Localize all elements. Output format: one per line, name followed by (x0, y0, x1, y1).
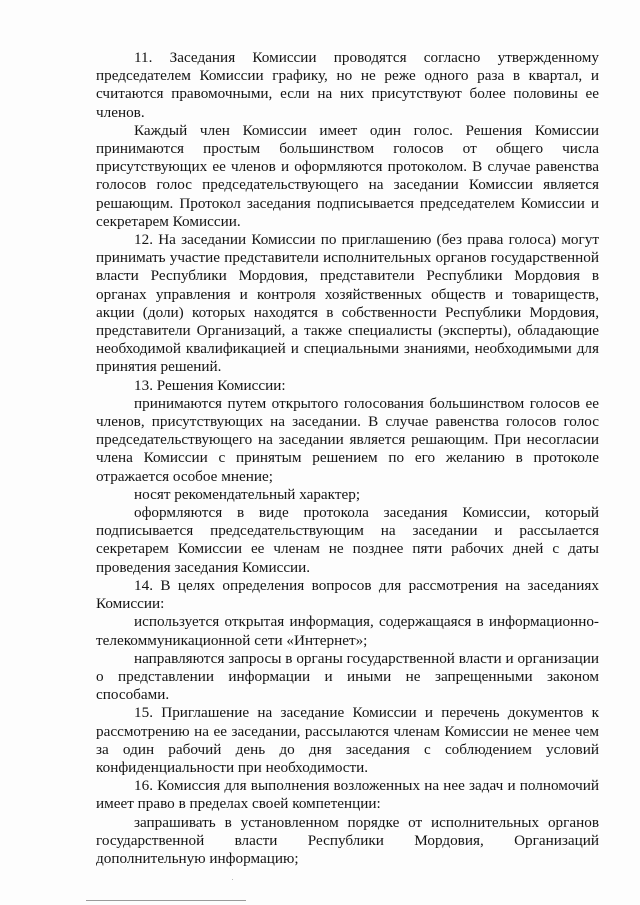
paragraph-13-item-2: носят рекомендательный характер; (134, 485, 361, 503)
paragraph-15: 15. Приглашение на заседание Комиссии и перечень документов к рассмотрению на ее заседании, рассылаются членам Комиссии не менее чем за один рабочий день до дня заседания с соблюдением условий конфиденциальности при необходимости. (96, 704, 599, 776)
scan-speck (232, 879, 233, 880)
paragraph-13: 13. Решения Комиссии: (134, 376, 286, 394)
paragraph-14-item-1: используется открытая информация, содержащаяся в информационно-телекоммуникационной сети «Интернет»; (96, 613, 599, 649)
paragraph-16: 16. Комиссия для выполнения возложенных на нее задач и полномочий имеет право в пределах своей компетенции: (96, 777, 599, 813)
paragraph-12: 12. На заседании Комиссии по приглашению (без права голоса) могут принимать участие представители исполнительных органов государственной власти Республики Мордовия, представители Республики Мордовия в органах управления и контроля хозяйственных обществ и товариществ, акции (доли) которых находятся в собственности Республики Мордовия, представители Организаций, а также специалисты (эксперты), обладающие необходимой квалификацией и специальными знаниями, необходимыми для принятия решений. (96, 231, 599, 376)
scan-edge-line (86, 900, 246, 901)
paragraph-voting: Каждый член Комиссии имеет один голос. Решения Комиссии принимаются простым большинством голосов от общего числа присутствующих ее членов и оформляются протоколом. В случае равенства голосов голос председательствующего на заседании Комиссии является решающим. Протокол заседания подписывается председателем Комиссии и секретарем Комиссии. (96, 121, 599, 230)
paragraph-11: 11. Заседания Комиссии проводятся согласно утвержденному председателем Комиссии графику, но не реже одного раза в квартал, и считаются правомочными, если на них присутствуют более половины ее членов. (96, 49, 599, 121)
paragraph-16-item-1: запрашивать в установленном порядке от исполнительных органов государственной власти Республики Мордовия, Организаций дополнительную информацию; (96, 813, 599, 867)
paragraph-14-item-2: направляются запросы в органы государственной власти и организации о представлении информации и иными не запрещенными законом способами. (96, 649, 599, 704)
paragraph-14: 14. В целях определения вопросов для рассмотрения на заседаниях Комиссии: (96, 576, 599, 613)
paragraph-13-item-3: оформляются в виде протокола заседания Комиссии, который подписывается председательствующим на заседании и рассылается секретарем Комиссии ее членам не позднее пяти рабочих дней с даты проведения заседания Комиссии. (96, 504, 599, 576)
document-body (96, 49, 599, 868)
paragraph-13-item-1: принимаются путем открытого голосования большинством голосов ее членов, присутствующих на заседании. В случае равенства голосов голос председательствующего на заседании является решающим. При несогласии члена Комиссии с принятым решением по его желанию в протоколе отражается особое мнение; (96, 394, 599, 485)
